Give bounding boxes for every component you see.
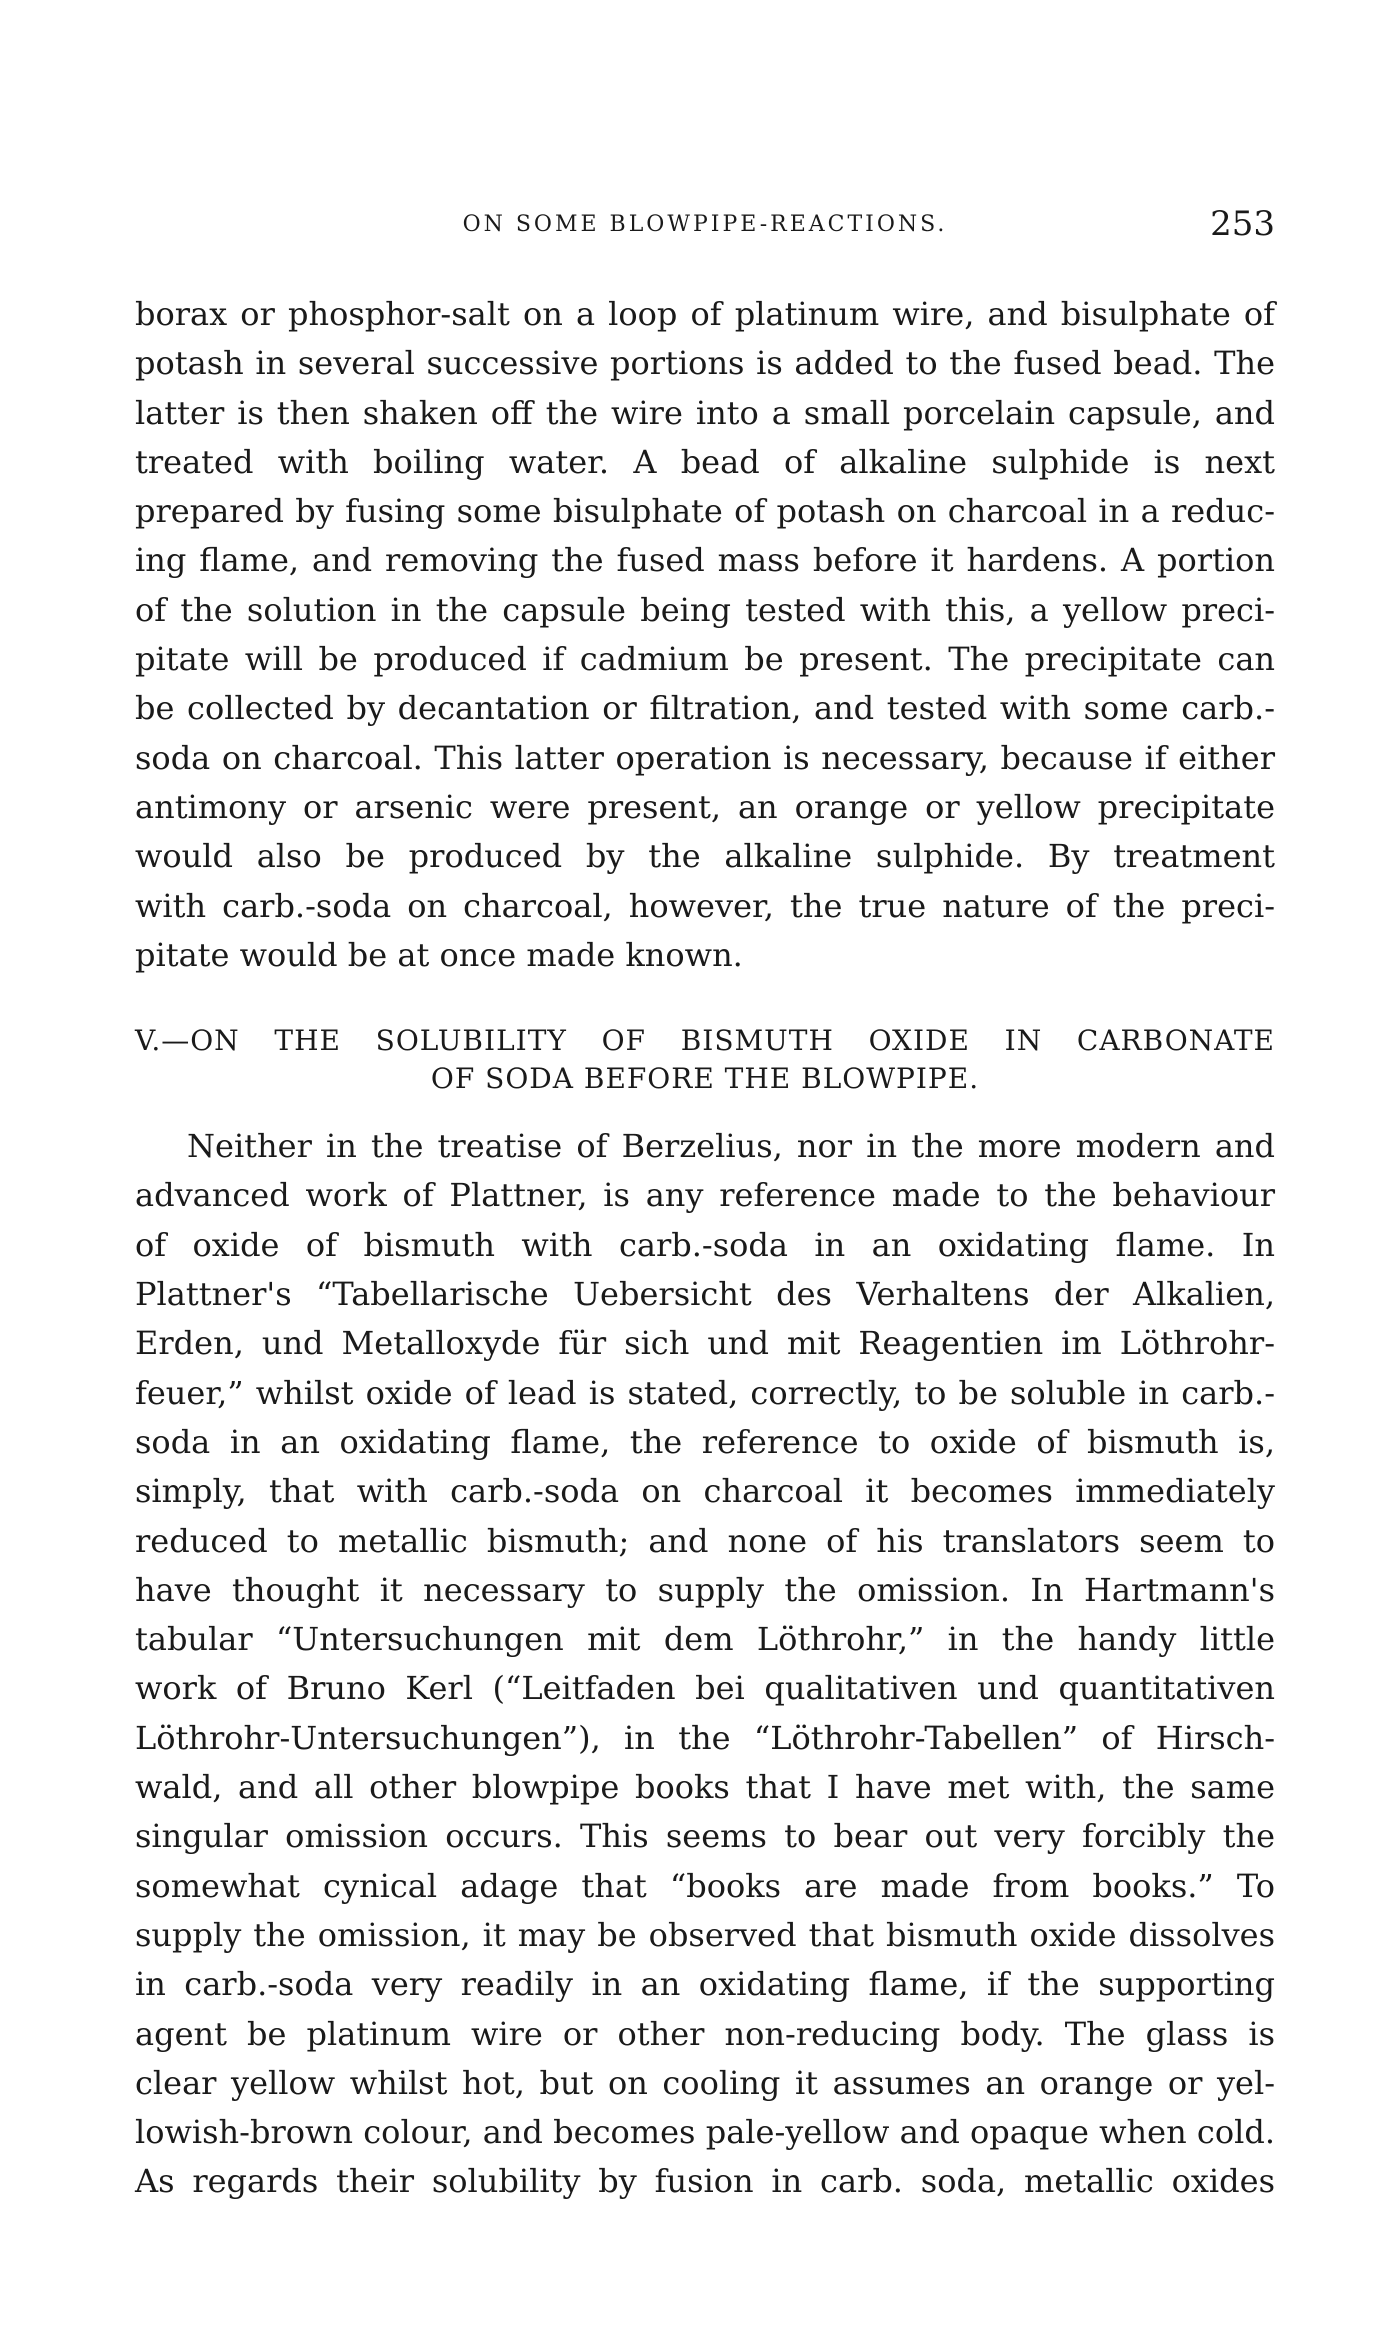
- book-page: [135, 200, 1275, 2207]
- text-line: clear yellow whilst hot, but on cooling it assumes an orange or yel-: [135, 2063, 1275, 2102]
- text-line: reduced to metallic bismuth; and none of his translators seem to: [135, 1521, 1275, 1560]
- text-line: ing flame, and removing the fused mass before it hardens. A portion: [135, 541, 1275, 580]
- page-number: 253: [1210, 204, 1275, 244]
- section-heading: [135, 1022, 1275, 1098]
- text-line: feuer,” whilst oxide of lead is stated, correctly, to be soluble in carb.-: [135, 1373, 1275, 1412]
- text-line: wald, and all other blowpipe books that I have met with, the same: [135, 1768, 1275, 1807]
- text-line: prepared by fusing some bisulphate of potash on charcoal in a reduc-: [135, 492, 1275, 531]
- text-line: with carb.-soda on charcoal, however, the true nature of the preci-: [135, 886, 1275, 925]
- paragraph-continuation: [135, 290, 1275, 980]
- text-line: have thought it necessary to supply the omission. In Hartmann's: [135, 1570, 1275, 1609]
- text-line: potash in several successive portions is added to the fused bead. The: [135, 344, 1275, 383]
- text-line: lowish-brown colour, and becomes pale-yellow and opaque when cold.: [135, 2113, 1275, 2152]
- text-line: As regards their solubility by fusion in carb. soda, metallic oxides: [135, 2162, 1275, 2201]
- text-line: singular omission occurs. This seems to bear out very forcibly the: [135, 1817, 1275, 1856]
- text-line: supply the omission, it may be observed that bismuth oxide dissolves: [135, 1915, 1275, 1954]
- text-line: pitate would be at once made known.: [135, 935, 743, 974]
- text-line: of oxide of bismuth with carb.-soda in an oxidating flame. In: [135, 1225, 1275, 1264]
- running-head: [135, 200, 1275, 250]
- text-line: be collected by decantation or filtration, and tested with some carb.-: [135, 689, 1275, 728]
- text-line: latter is then shaken off the wire into a small porcelain capsule, and: [135, 393, 1275, 432]
- text-line: Plattner's “Tabellarische Uebersicht des Verhaltens der Alkalien,: [135, 1275, 1275, 1314]
- text-line: borax or phosphor-salt on a loop of platinum wire, and bisulphate of: [135, 295, 1275, 333]
- section-heading-line: OF SODA BEFORE THE BLOWPIPE.: [430, 1062, 980, 1096]
- text-line: simply, that with carb.-soda on charcoal it becomes immediately: [135, 1472, 1275, 1511]
- text-line: treated with boiling water. A bead of alkaline sulphide is next: [135, 442, 1275, 481]
- paragraph-body: [135, 1122, 1275, 2207]
- text-line: tabular “Untersuchungen mit dem Löthrohr,” in the handy little: [135, 1620, 1275, 1659]
- text-line: Erden, und Metalloxyde für sich und mit Reagentien im Löthrohr-: [135, 1324, 1275, 1363]
- text-line: soda on charcoal. This latter operation is necessary, because if either: [135, 738, 1275, 777]
- text-line: Neither in the treatise of Berzelius, nor in the more modern and: [187, 1127, 1275, 1166]
- text-line: agent be platinum wire or other non-reducing body. The glass is: [135, 2014, 1275, 2053]
- text-line: in carb.-soda very readily in an oxidating flame, if the supporting: [135, 1965, 1275, 2004]
- text-line: of the solution in the capsule being tested with this, a yellow preci-: [135, 590, 1275, 629]
- text-line: work of Bruno Kerl (“Leitfaden bei qualitativen und quantitativen: [135, 1669, 1275, 1708]
- text-line: pitate will be produced if cadmium be present. The precipitate can: [135, 640, 1275, 679]
- section-heading-line: V.—ON THE SOLUBILITY OF BISMUTH OXIDE IN CARBONATE: [135, 1024, 1275, 1058]
- text-line: would also be produced by the alkaline sulphide. By treatment: [135, 837, 1275, 876]
- text-line: advanced work of Plattner, is any reference made to the behaviour: [135, 1176, 1275, 1215]
- text-line: Löthrohr-Untersuchungen”), in the “Löthrohr-Tabellen” of Hirsch-: [135, 1718, 1275, 1757]
- text-line: somewhat cynical adage that “books are made from books.” To: [135, 1866, 1275, 1905]
- text-line: antimony or arsenic were present, an orange or yellow precipitate: [135, 787, 1275, 826]
- running-title: ON SOME BLOWPIPE-REACTIONS.: [462, 212, 948, 237]
- text-line: soda in an oxidating flame, the reference to oxide of bismuth is,: [135, 1422, 1275, 1461]
